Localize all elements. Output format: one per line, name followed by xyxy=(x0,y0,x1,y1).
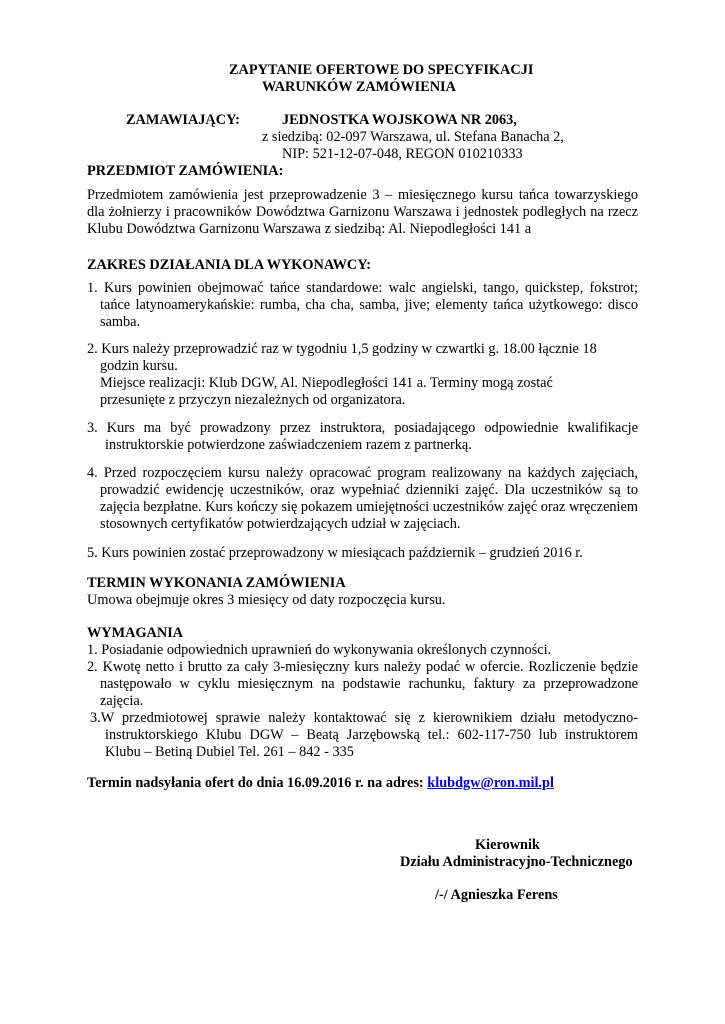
client-ids: NIP: 521-12-07-048, REGON 010210333 xyxy=(282,146,523,162)
subject-heading: PRZEDMIOT ZAMÓWIENIA: xyxy=(87,163,284,179)
client-address: z siedzibą: 02-097 Warszawa, ul. Stefana Banacha 2, xyxy=(262,129,564,145)
client-name: JEDNOSTKA WOJSKOWA NR 2063, xyxy=(282,112,517,128)
scope-item-2: 2. Kurs należy przeprowadzić raz w tygodniu 1,5 godziny w czwartki g. 18.00 łącznie 18 godzin kursu. xyxy=(87,341,597,374)
scope-item-3: 3. Kurs ma być prowadzony przez instruktora, posiadającego odpowiednie kwalifikacje instruktorskie potwierdzone zaświadczeniem razem z partnerką. xyxy=(87,420,638,453)
signature-department: Działu Administracyjno-Technicznego xyxy=(400,854,633,870)
scope-item-1: 1. Kurs powinien obejmować tańce standardowe: walc angielski, tango, quickstep, fokstrot; tańce latynoamerykańskie: rumba, cha cha, samba, jive; elementy tańca użytkowego: disco samba. xyxy=(87,280,638,330)
scope-heading: ZAKRES DZIAŁANIA DLA WYKONAWCY: xyxy=(87,257,372,273)
requirements-heading: WYMAGANIA xyxy=(87,625,184,641)
signature-name: /-/ Agnieszka Ferens xyxy=(435,887,558,903)
scope-item-5: 5. Kurs powinien zostać przeprowadzony w miesiącach październik – grudzień 2016 r. xyxy=(87,545,583,561)
deadline-heading: TERMIN WYKONANIA ZAMÓWIENIA xyxy=(87,575,346,591)
submission-line xyxy=(87,775,554,792)
scope-item-2-location: Miejsce realizacji: Klub DGW, Al. Niepodległości 141 a. Terminy mogą zostać przesunięte z przyczyn niezależnych od organizatora. xyxy=(100,375,553,408)
submission-email-link[interactable]: klubdgw@ron.mil.pl xyxy=(427,775,554,791)
client-label: ZAMAWIAJĄCY: xyxy=(126,112,240,128)
subject-text: Przedmiotem zamówienia jest przeprowadzenie 3 – miesięcznego kursu tańca towarzyskiego dla żołnierzy i pracowników Dowództwa Garnizonu Warszawa i jednostek podległych na rzecz Klubu Dowództwa Garnizonu Warszawa z siedzibą: Al. Niepodległości 141 a xyxy=(87,187,638,237)
signature-title: Kierownik xyxy=(475,837,540,853)
requirements-item-2: 2. Kwotę netto i brutto za cały 3-miesięczny kurs należy podać w ofercie. Rozliczenie będzie następowało w cyklu miesięcznym na podstawie rachunku, faktury za przeprowadzone zajęcia. xyxy=(87,659,638,709)
title-line-1: ZAPYTANIE OFERTOWE DO SPECYFIKACJI xyxy=(229,62,534,78)
submission-text: Termin nadsyłania ofert do dnia 16.09.2016 r. na adres: xyxy=(87,775,424,791)
requirements-item-1: 1. Posiadanie odpowiednich uprawnień do wykonywania określonych czynności. xyxy=(87,642,552,658)
title-line-2: WARUNKÓW ZAMÓWIENIA xyxy=(262,79,456,95)
deadline-text: Umowa obejmuje okres 3 miesięcy od daty rozpoczęcia kursu. xyxy=(87,592,446,608)
requirements-item-3: 3.W przedmiotowej sprawie należy kontaktować się z kierownikiem działu metodyczno-instruktorskiego Klubu DGW – Beatą Jarzębowską tel.: 602-117-750 lub instruktorem Klubu – Betiną Dubiel Tel. 261 – 842 - 335 xyxy=(90,710,638,760)
scope-item-4: 4. Przed rozpoczęciem kursu należy opracować program realizowany na każdych zajęciach, prowadzić ewidencję uczestników, oraz wypełniać dzienniki zajęć. Dla uczestników są to zajęcia bezpłatne. Kurs kończy się pokazem umiejętności uczestników zajęć oraz wręczeniem stosownych certyfikatów potwierdzających udział w zajęciach. xyxy=(87,465,638,532)
